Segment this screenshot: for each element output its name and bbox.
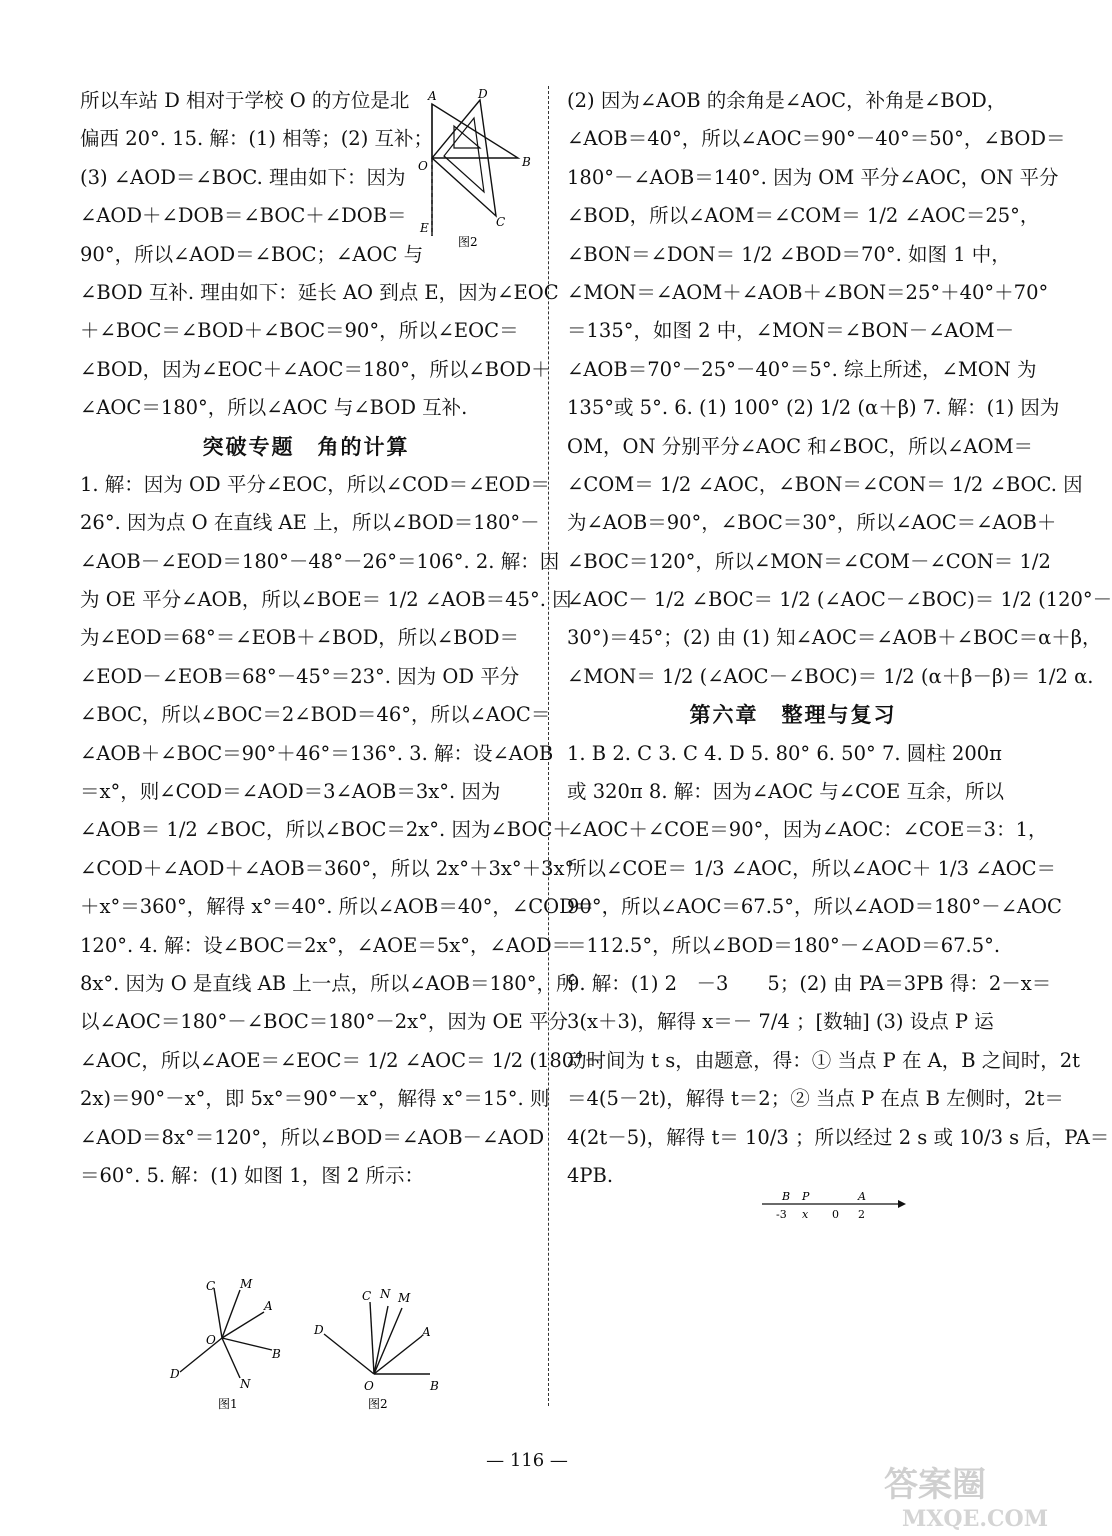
text-line: ∠AOC，所以∠AOE＝∠EOC＝ 1/2 ∠AOC＝ 1/2 (180°－ <box>80 1048 604 1072</box>
text-line: 为∠EOD＝68°＝∠EOB＋∠BOD，所以∠BOD＝ <box>80 626 519 650</box>
label-a: A <box>422 1325 431 1339</box>
section-heading: 第六章 整理与复习 <box>689 703 897 728</box>
label-d: D <box>314 1323 324 1337</box>
text-line: ＋x°＝360°，解得 x°＝40°. 所以∠AOB＝40°，∠COD＝ <box>80 895 595 919</box>
text-line: 1. 解：因为 OD 平分∠EOC，所以∠COD＝∠EOD＝ <box>80 472 550 496</box>
figure-1-2 <box>160 1268 460 1428</box>
text-line: 为 OE 平分∠AOB，所以∠BOE＝ 1/2 ∠AOB＝45°. 因 <box>80 588 572 612</box>
text-line: ∠MON＝ 1/2 (∠AOC－∠BOC)＝ 1/2 (α＋β－β)＝ 1/2 α. <box>567 664 1094 688</box>
text-line: (2) 因为∠AOB 的余角是∠AOC，补角是∠BOD， <box>567 89 1007 112</box>
label-o: O <box>364 1379 374 1393</box>
text-line: ＝112.5°，所以∠BOD＝180°－∠AOD＝67.5°. <box>567 933 1001 957</box>
text-line: 4PB. <box>567 1163 614 1187</box>
label-m: M <box>240 1277 253 1291</box>
text-line: 所以车站 D 相对于学校 O 的方位是北 <box>80 89 410 112</box>
label-c: C <box>496 215 506 229</box>
watermark-logo <box>878 1452 1048 1532</box>
nl-tick-0: 0 <box>832 1208 839 1221</box>
nl-label-a: A <box>858 1190 866 1203</box>
text-line: ∠BOC＝120°，所以∠MON＝∠COM－∠CON＝ 1/2 <box>567 549 1051 573</box>
text-line: OM，ON 分别平分∠AOC 和∠BOC，所以∠AOM＝ <box>567 434 1034 458</box>
text-line: ∠COM＝ 1/2 ∠AOC，∠BON＝∠CON＝ 1/2 ∠BOC. 因 <box>567 472 1083 496</box>
text-line: 180°－∠AOB＝140°. 因为 OM 平分∠AOC，ON 平分 <box>567 165 1059 189</box>
text-line: ∠AOC－ 1/2 ∠BOC＝ 1/2 (∠AOC－∠BOC)＝ 1/2 (120°－ <box>567 588 1112 612</box>
label-e: E <box>420 221 429 235</box>
text-line: ＝4(5－2t)，解得 t＝2；② 当点 P 在点 B 左侧时，2t＝ <box>567 1087 1064 1111</box>
text-line: 90°，所以∠AOD＝∠BOC；∠AOC 与 <box>80 242 424 266</box>
text-line: 以∠AOC＝180°－∠BOC＝180°－2x°，因为 OE 平分 <box>80 1010 568 1034</box>
text-line: (3) ∠AOD＝∠BOC. 理由如下：因为 <box>80 165 406 189</box>
figure-2 <box>313 1287 439 1411</box>
text-line: ∠BON＝∠DON＝ 1/2 ∠BOD＝70°. 如图 1 中， <box>567 242 1011 266</box>
text-line: 3(x＋3)，解得 x＝－ 7/4 ；[数轴] (3) 设点 P 运 <box>567 1010 994 1034</box>
text-line: ∠AOB＝ 1/2 ∠BOC，所以∠BOC＝2x°. 因为∠BOC＋ <box>80 818 572 842</box>
text-line: ∠AOC＋∠COE＝90°，因为∠AOC：∠COE＝3：1， <box>567 818 1048 842</box>
text-line: ∠BOD，所以∠AOM＝∠COM＝ 1/2 ∠AOC＝25°， <box>567 204 1040 228</box>
label-o: O <box>206 1333 216 1347</box>
text-line: ∠AOB＝70°－25°－40°＝5°. 综上所述，∠MON 为 <box>567 357 1037 381</box>
text-line: ∠BOD 互补. 理由如下：延长 AO 到点 E，因为∠EOC <box>80 280 559 304</box>
text-line: ∠AOB＝40°，所以∠AOC＝90°－40°＝50°，∠BOD＝ <box>567 127 1066 151</box>
text-line: ∠MON＝∠AOM＋∠AOB＋∠BON＝25°＋40°＋70° <box>567 280 1049 304</box>
label-a: A <box>428 89 437 103</box>
text-line: ∠EOD－∠EOB＝68°－45°＝23°. 因为 OD 平分 <box>80 664 520 688</box>
text-line: ＝60°. 5. 解：(1) 如图 1，图 2 所示： <box>80 1163 424 1187</box>
text-line: ∠COD＋∠AOD＋∠AOB＝360°，所以 2x°＋3x°＋3x° <box>80 856 575 880</box>
label-d: D <box>170 1367 180 1381</box>
label-c: C <box>206 1279 216 1293</box>
label-b: B <box>430 1379 439 1393</box>
text-line: ∠AOD＋∠DOB＝∠BOC＋∠DOB＝ <box>80 204 407 228</box>
text-line: 30°)＝45°；(2) 由 (1) 知∠AOC＝∠AOB＋∠BOC＝α＋β， <box>567 626 1102 650</box>
text-line: 4(2t－5)，解得 t＝ 10/3 ；所以经过 2 s 或 10/3 s 后，PA＝ <box>567 1125 1110 1149</box>
label-n: N <box>380 1287 391 1301</box>
text-line: 26°. 因为点 O 在直线 AE 上，所以∠BOD＝180°－ <box>80 511 540 535</box>
nl-label-b: B <box>782 1190 791 1203</box>
fig1-caption: 图1 <box>218 1397 238 1411</box>
text-line: 8x°. 因为 O 是直线 AB 上一点，所以∠AOB＝180°，所 <box>80 971 576 995</box>
label-o: O <box>418 159 428 173</box>
fig-caption: 图2 <box>458 235 478 249</box>
right-column <box>567 82 1112 1195</box>
page-number: — 116 — <box>486 1450 568 1471</box>
nl-label-p: P <box>802 1190 810 1203</box>
nl-tick-2: 2 <box>858 1208 865 1221</box>
label-a: A <box>264 1299 273 1313</box>
section-heading: 突破专题 角的计算 <box>202 434 410 459</box>
text-line: 9. 解：(1) 2 －3 5；(2) 由 PA＝3PB 得：2－x＝ <box>567 971 1052 995</box>
fig-inner-2 <box>444 118 484 192</box>
label-b: B <box>272 1347 281 1361</box>
text-line: ＝135°，如图 2 中，∠MON＝∠BON－∠AOM－ <box>567 319 1015 343</box>
text-line: ∠AOB＋∠BOC＝90°＋46°＝136°. 3. 解：设∠AOB <box>80 741 554 765</box>
figure-1 <box>169 1277 281 1411</box>
text-line: 为∠AOB＝90°，∠BOC＝30°，所以∠AOC＝∠AOB＋ <box>567 511 1057 535</box>
text-line: 所以∠COE＝ 1/3 ∠AOC，所以∠AOC＋ 1/3 ∠AOC＝ <box>567 856 1057 880</box>
text-line: ∠BOC，所以∠BOC＝2∠BOD＝46°，所以∠AOC＝ <box>80 703 551 727</box>
text-line: ∠AOD＝8x°＝120°，所以∠BOD＝∠AOB－∠AOD <box>80 1125 545 1149</box>
label-n: N <box>240 1377 251 1391</box>
svg-text:MXQE.COM: MXQE.COM <box>902 1506 1049 1532</box>
text-line: 偏西 20°. 15. 解：(1) 相等；(2) 互补； <box>80 127 434 151</box>
text-line: 1. B 2. C 3. C 4. D 5. 80° 6. 50° 7. 圆柱 200π <box>567 741 1002 765</box>
label-d: D <box>478 87 488 101</box>
text-line: 或 320π 8. 解：因为∠AOC 与∠COE 互余，所以 <box>567 780 1004 804</box>
label-c: C <box>362 1289 372 1303</box>
text-line: 2x)＝90°－x°，即 5x°＝90°－x°，解得 x°＝15°. 则 <box>80 1087 550 1111</box>
label-b: B <box>522 155 531 169</box>
fig2-caption: 图2 <box>368 1397 388 1411</box>
text-line: ∠BOD，因为∠EOC＋∠AOC＝180°，所以∠BOD＋ <box>80 357 551 381</box>
fig-triangle-1 <box>432 104 518 158</box>
nl-tick-minus3: -3 <box>776 1208 787 1221</box>
watermark-text: 答案圈 <box>884 1465 986 1505</box>
number-line <box>758 1186 908 1226</box>
text-line: 135°或 5°. 6. (1) 100° (2) 1/2 (α＋β) 7. 解：(1) 因为 <box>567 396 1060 420</box>
text-line: 90°，所以∠AOC＝67.5°，所以∠AOD＝180°－∠AOC <box>567 895 1062 919</box>
text-line: ∠AOB－∠EOD＝180°－48°－26°＝106°. 2. 解：因 <box>80 549 560 573</box>
text-line: ＋∠BOC＝∠BOD＋∠BOC＝90°，所以∠EOC＝ <box>80 319 519 343</box>
label-m: M <box>398 1291 411 1305</box>
text-line: 120°. 4. 解：设∠BOC＝2x°，∠AOE＝5x°，∠AOD＝ <box>80 933 572 957</box>
text-line: ＝x°，则∠COD＝∠AOD＝3∠AOB＝3x°. 因为 <box>80 780 501 804</box>
text-line: ∠AOC＝180°，所以∠AOC 与∠BOD 互补. <box>80 396 468 420</box>
nl-tick-x: x <box>802 1208 809 1221</box>
text-line: 动时间为 t s，由题意，得：① 当点 P 在 A，B 之间时，2t <box>567 1048 1081 1072</box>
figure-top-triangles <box>414 86 539 256</box>
